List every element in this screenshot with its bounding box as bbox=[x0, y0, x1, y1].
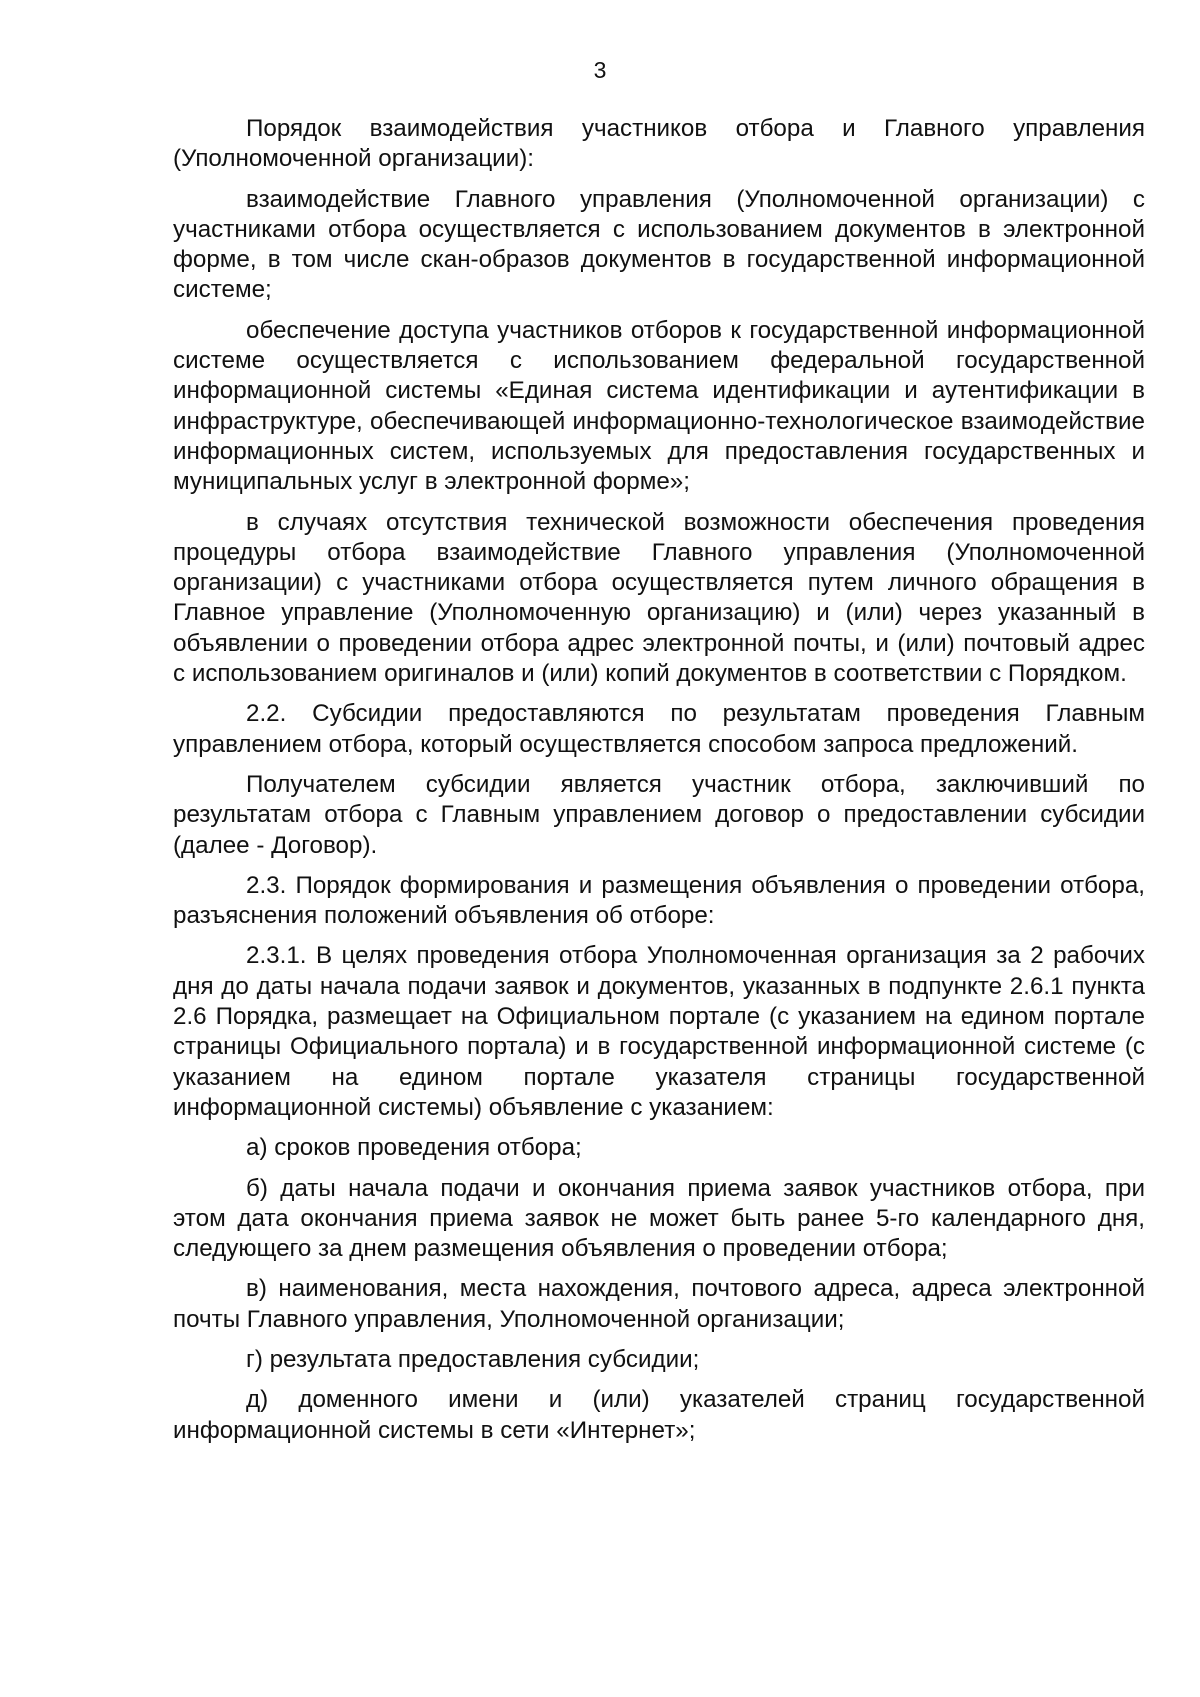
list-item-g: г) результата предоставления субсидии; bbox=[246, 1345, 700, 1373]
page-number: 3 bbox=[593, 57, 607, 83]
paragraph-section-2-3-1: 2.3.1. В целях проведения отбора Уполномоченная организация за 2 рабочих дня до даты начала подачи заявок и документов, указанных в подпункте 2.6.1 пункта 2.6 Порядка, размещает на Официальном портале (с указанием на едином портале страницы Официального портала) и в государственной информационной системе (с указанием на едином портале указателя страницы государственной информационной системы) объявление с указанием: bbox=[173, 942, 1145, 1121]
list-item-d: д) доменного имени и (или) указателей страниц государственной информационной системы в сети «Интернет»; bbox=[173, 1386, 1145, 1444]
list-item-b: б) даты начала подачи и окончания приема заявок участников отбора, при этом дата окончания приема заявок не может быть ранее 5-го календарного дня, следующего за днем размещения объявления о проведении отбора; bbox=[173, 1174, 1145, 1263]
paragraph-subsidy-recipient: Получателем субсидии является участник отбора, заключивший по результатам отбора с Главным управлением договор о предоставлении субсидии (далее - Договор). bbox=[173, 770, 1145, 859]
document-body bbox=[173, 114, 1145, 1456]
list-item-a: а) сроков проведения отбора; bbox=[246, 1134, 582, 1162]
paragraph-section-2-2: 2.2. Субсидии предоставляются по результатам проведения Главным управлением отбора, который осуществляется способом запроса предложений. bbox=[173, 700, 1145, 758]
paragraph-no-technical-possibility: в случаях отсутствия технической возможности обеспечения проведения процедуры отбора взаимодействие Главного управления (Уполномоченной организации) с участниками отбора осуществляется путем личного обращения в Главное управление (Уполномоченную организацию) и (или) через указанный в объявлении о проведении отбора адрес электронной почты, и (или) почтовый адрес с использованием оригиналов и (или) копий документов в соответствии с Порядком. bbox=[173, 508, 1145, 688]
paragraph-esia-access: обеспечение доступа участников отборов к государственной информационной системе осуществляется с использованием федеральной государственной информационной системы «Единая система идентификации и аутентификации в инфраструктуре, обеспечивающей информационно-технологическое взаимодействие информационных систем, используемых для предоставления государственных и муниципальных услуг в электронной форме»; bbox=[173, 316, 1145, 496]
paragraph-interaction-order: Порядок взаимодействия участников отбора и Главного управления (Уполномоченной организации): bbox=[173, 115, 1145, 173]
paragraph-section-2-3: 2.3. Порядок формирования и размещения объявления о проведении отбора, разъяснения положений объявления об отборе: bbox=[173, 871, 1145, 930]
list-item-v: в) наименования, места нахождения, почтового адреса, адреса электронной почты Главного управления, Уполномоченной организации; bbox=[173, 1275, 1145, 1333]
paragraph-electronic-documents: взаимодействие Главного управления (Уполномоченной организации) с участниками отбора осуществляется с использованием документов в электронной форме, в том числе скан-образов документов в государственной информационной системе; bbox=[173, 185, 1145, 304]
